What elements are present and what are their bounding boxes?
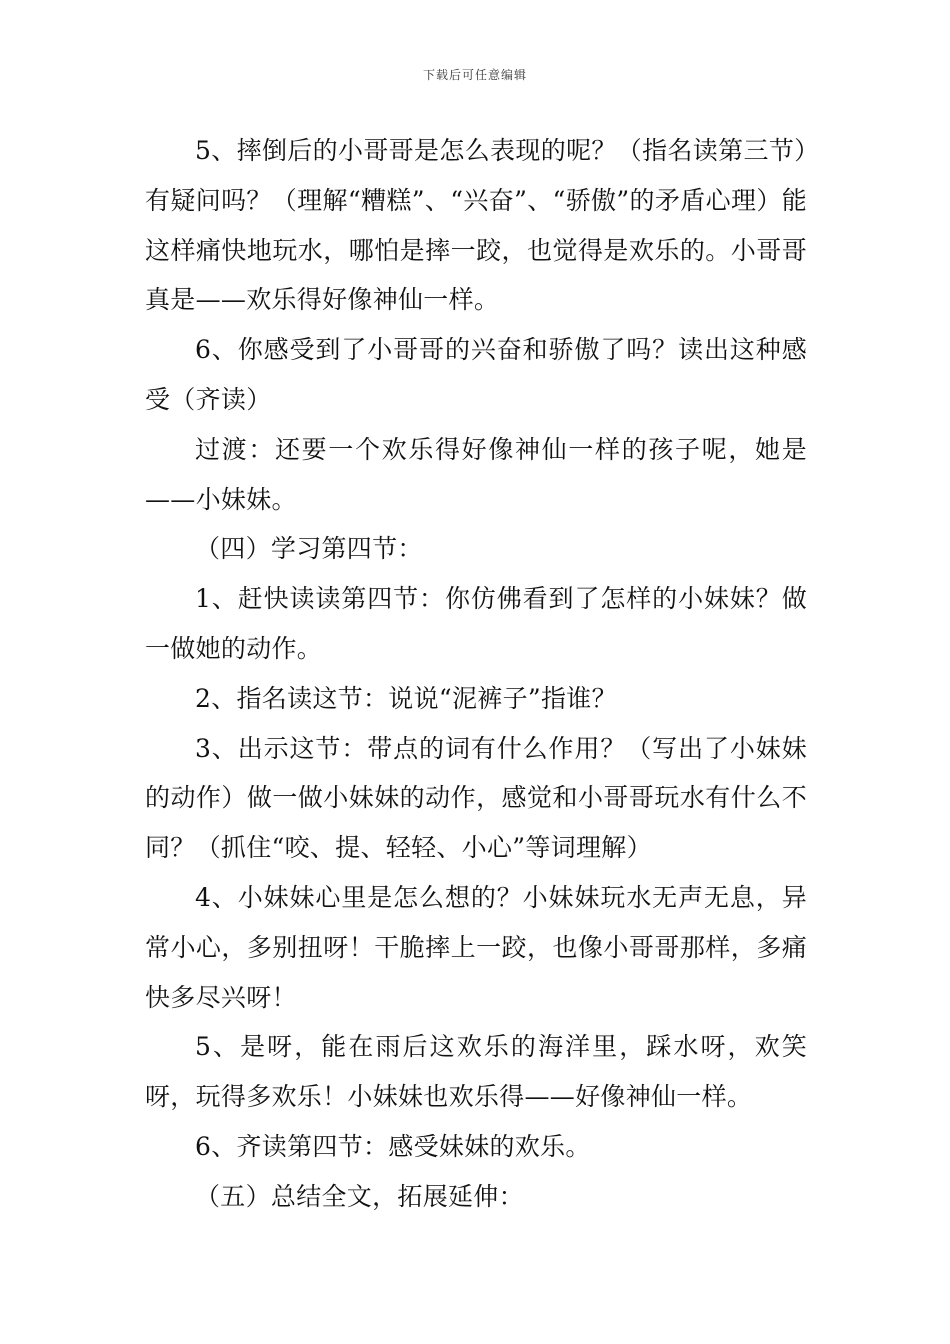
document-body [145, 126, 807, 1222]
paragraph-6: 2、指名读这节：说说“泥裤子”指谁？ [195, 683, 617, 713]
paragraph-7: 3、出示这节：带点的词有什么作用？（写出了小妹妹的动作）做一做小妹妹的动作，感觉和小哥哥玩水有什么不同？（抓住“咬、提、轻轻、小心”等词理解） [145, 733, 807, 863]
paragraph-1: 5、摔倒后的小哥哥是怎么表现的呢？（指名读第三节）有疑问吗？（理解“糟糕”、“兴奋”、“骄傲”的矛盾心理）能这样痛快地玩水，哪怕是摔一跤，也觉得是欢乐的。小哥哥真是——欢乐得好像神仙一样。 [145, 136, 807, 315]
paragraph-8: 4、小妹妹心里是怎么想的？小妹妹玩水无声无息，异常小心，多别扭呀！干脆摔上一跤，也像小哥哥那样，多痛快多尽兴呀！ [145, 882, 807, 1012]
paragraph-2: 6、你感受到了小哥哥的兴奋和骄傲了吗？读出这种感受（齐读） [145, 335, 807, 414]
page-header-note: 下载后可任意编辑 [422, 68, 527, 82]
paragraph-9: 5、是呀，能在雨后这欢乐的海洋里，踩水呀，欢笑呀，玩得多欢乐！小妹妹也欢乐得——好像神仙一样。 [145, 1032, 807, 1112]
section-heading-5: （五）总结全文，拓展延伸： [195, 1181, 524, 1211]
paragraph-10: 6、齐读第四节：感受妹妹的欢乐。 [195, 1131, 591, 1161]
paragraph-5: 1、赶快读读第四节：你仿佛看到了怎样的小妹妹？做一做她的动作。 [145, 584, 807, 663]
paragraph-3: 过渡：还要一个欢乐得好像神仙一样的孩子呢，她是——小妹妹。 [145, 434, 807, 514]
section-heading-4: （四）学习第四节： [195, 534, 423, 564]
